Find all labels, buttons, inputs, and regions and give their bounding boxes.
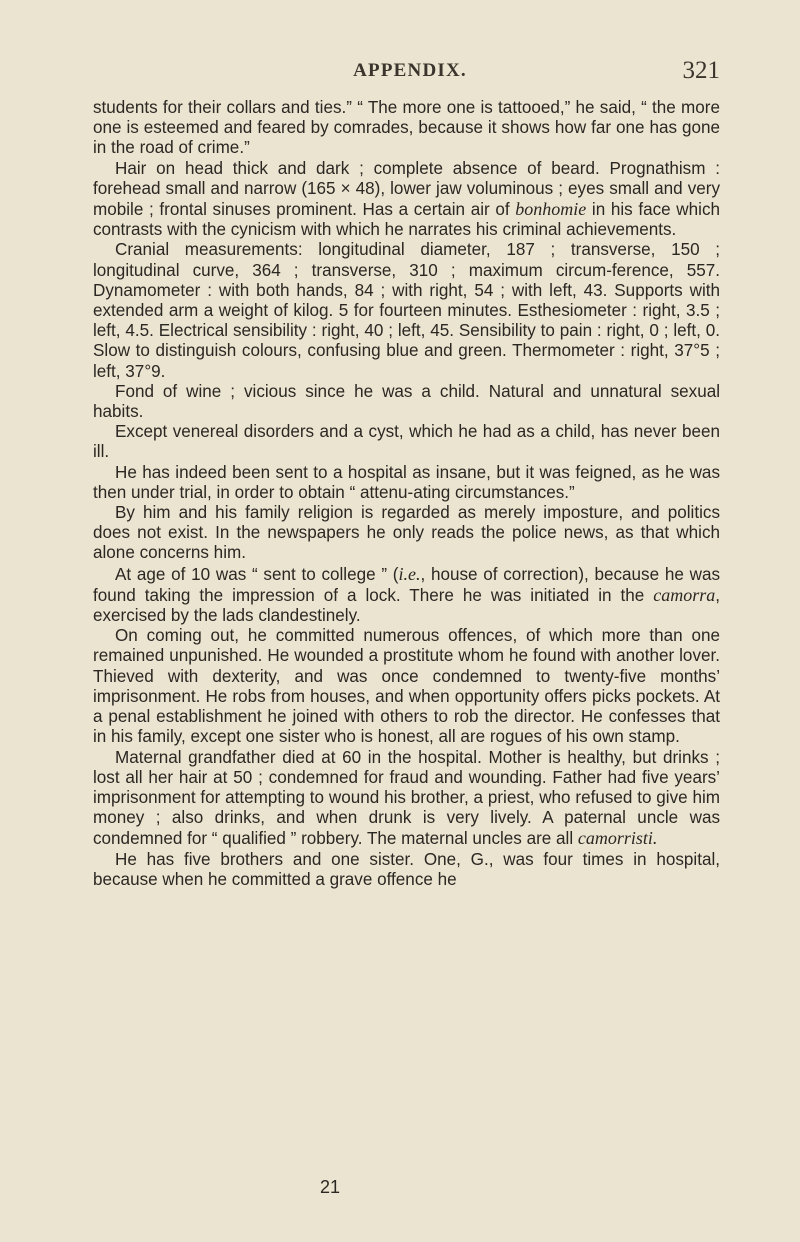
page-header xyxy=(100,57,720,90)
paragraph xyxy=(93,850,720,890)
text-run: Hair on head thick and dark ; complete absence of beard. Prognathism : forehead small and narrow (165 × 48), lower jaw voluminous ; eyes small and very mobile ; frontal sinuses prominent. Has a certain air of xyxy=(93,158,720,220)
paragraph xyxy=(93,422,720,462)
italic-term: camorra xyxy=(653,584,716,605)
body-text xyxy=(93,98,720,890)
text-run: , house of correction), because he was found taking the impression of a lock. There he was initiated in the xyxy=(93,564,720,605)
paragraph xyxy=(93,240,720,381)
paragraph xyxy=(93,626,720,747)
italic-term: i.e. xyxy=(398,563,421,584)
text-run: Maternal grandfather died at 60 in the hospital. Mother is healthy, but drinks ; lost all her hair at 50 ; condemned for fraud and wounding. Father had five years’ imprisonment for attempting to wound his brother, a priest, who refused to give him money ; also drinks, and when drunk is very lively. A paternal uncle was condemned for “ qualified ” robbery. The maternal uncles are all xyxy=(93,747,720,849)
paragraph xyxy=(93,463,720,503)
italic-term: camorristi. xyxy=(577,828,658,849)
paragraph xyxy=(93,159,720,241)
text-run: in his face which contrasts with the cynicism with which he narrates his criminal achievements. xyxy=(93,200,720,240)
signature-mark: 21 xyxy=(319,1177,341,1197)
text-run: Fond of wine ; vicious since he was a child. Natural and unnatural sexual habits. xyxy=(93,381,720,422)
paragraph xyxy=(93,748,720,850)
text-run: At age of 10 was “ sent to college ” ( xyxy=(115,564,399,584)
text-run: students for their collars and ties.” “ The more one is tattooed,” he said, “ the more one is esteemed and feared by comrades, because it shows how far one has gone in the road of crime.” xyxy=(93,98,720,158)
paragraph xyxy=(93,382,720,422)
text-run: Cranial measurements: longitudinal diameter, 187 ; transverse, 150 ; longitudinal curve, 364 ; transverse, 310 ; maximum circum-ference, 557. Dynamometer : with both hands, 84 ; with right, 54 ; with left, 43. Supports with extended arm a weight of kilog. 5 for fourteen minutes. Esthesiometer : right, 3.5 ; left, 4.5. Electrical sensibility : right, 40 ; left, 45. Sensibility to pain : right, 0 ; left, 0. Slow to distinguish colours, confusing blue and green. Thermometer : right, 37°5 ; left, 37°9. xyxy=(93,240,720,381)
paragraph xyxy=(93,503,720,564)
paragraph xyxy=(93,564,720,627)
text-run: He has five brothers and one sister. One, G., was four times in hospital, because when he committed a grave offence he xyxy=(93,849,720,889)
text-run: , exercised by the lads clandestinely. xyxy=(93,585,720,626)
text-run: He has indeed been sent to a hospital as insane, but it was feigned, as he was then under trial, in order to obtain “ attenu-ating circumstances.” xyxy=(93,462,720,502)
text-run: By him and his family religion is regarded as merely imposture, and politics does not exist. In the newspapers he only reads the police news, as that which alone concerns him. xyxy=(93,503,720,563)
page-number: 321 xyxy=(682,57,720,84)
text-run: Except venereal disorders and a cyst, which he had as a child, has never been ill. xyxy=(93,422,720,462)
text-run: On coming out, he committed numerous offences, of which more than one remained unpunished. He wounded a prostitute whom he found with another lover. Thieved with dexterity, and was once condemned to twenty-five months’ imprisonment. He robs from houses, and when opportunity offers picks pockets. At a penal establishment he joined with others to rob the director. He confesses that in his family, except one sister who is honest, all are rogues of his own stamp. xyxy=(93,626,720,747)
running-head: APPENDIX. xyxy=(353,60,467,81)
italic-term: bonhomie xyxy=(515,199,587,220)
paragraph xyxy=(93,98,720,159)
